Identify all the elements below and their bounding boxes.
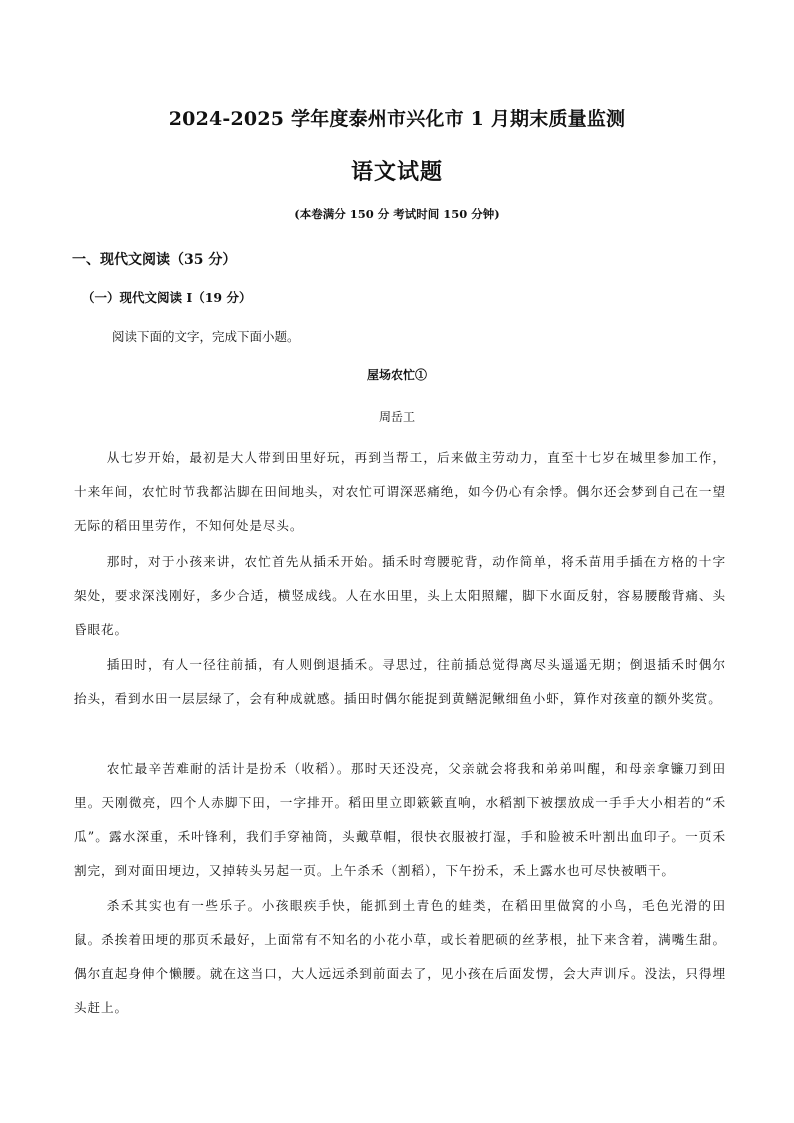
reading-instruction: 阅读下面的文字，完成下面小题。 xyxy=(112,329,300,344)
article-title: 屋场农忙① xyxy=(366,368,427,382)
article-paragraph: 插田时，有人一径往前插，有人则倒退插禾。寻思过，往前插总觉得离尽头遥遥无期；倒退插禾时偶尔抬头，看到水田一层层绿了，会有种成就感。插田时偶尔能捉到黄鳝泥鳅细鱼小虾，算作对孩童的额外奖赏。 xyxy=(74,657,726,706)
article-paragraph: 农忙最辛苦难耐的活计是扮禾（收稻）。那时天还没亮，父亲就会将我和弟弟叫醒，和母亲拿镰刀到田里。天刚微亮，四个人赤脚下田，一字排开。稻田里立即簌簌直响，水稻割下被摆放成一手手大小相若的“禾瓜”。露水深重，禾叶锋利，我们手穿袖筒，头戴草帽，很快衣服被打湿，手和脸被禾叶割出血印子。一页禾割完，到对面田埂边，又掉转头另起一页。上午杀禾（割稻），下午扮禾，禾上露水也可尽快被晒干。 xyxy=(74,761,726,878)
section-heading: 一、现代文阅读（35 分） xyxy=(72,252,237,268)
document-title: 2024-2025 学年度泰州市兴化市 1 月期末质量监测 xyxy=(168,108,626,130)
article-paragraph: 杀禾其实也有一些乐子。小孩眼疾手快，能抓到土青色的蛙类，在稻田里做窝的小鸟，毛色光滑的田鼠。杀挨着田埂的那页禾最好，上面常有不知名的小花小草，或长着肥硕的丝茅根，扯下来含着，满嘴生甜。偶尔直起身伸个懒腰。就在这当口，大人远远杀到前面去了，见小孩在后面发愣，会大声训斥。没法，只得埋头赶上。 xyxy=(74,898,726,1015)
article-author: 周岳工 xyxy=(378,410,415,424)
exam-note: (本卷满分 150 分 考试时间 150 分钟) xyxy=(294,207,500,221)
article-paragraph: 那时，对于小孩来讲，农忙首先从插禾开始。插禾时弯腰驼背，动作简单，将禾苗用手插在方格的十字架处，要求深浅刚好，多少合适，横竖成线。人在水田里，头上太阳照耀，脚下水面反射，容易腰酸背痛、头昏眼花。 xyxy=(74,554,726,637)
sub-section-heading: （一）现代文阅读 I（19 分） xyxy=(82,290,252,305)
article-paragraph: 从七岁开始，最初是大人带到田里好玩，再到当帮工，后来做主劳动力，直至十七岁在城里参加工作，十来年间，农忙时节我都沾脚在田间地头，对农忙可谓深恶痛绝，如今仍心有余悸。偶尔还会梦到自己在一望无际的稻田里劳作，不知何处是尽头。 xyxy=(74,450,726,533)
document-subtitle: 语文试题 xyxy=(350,159,443,185)
